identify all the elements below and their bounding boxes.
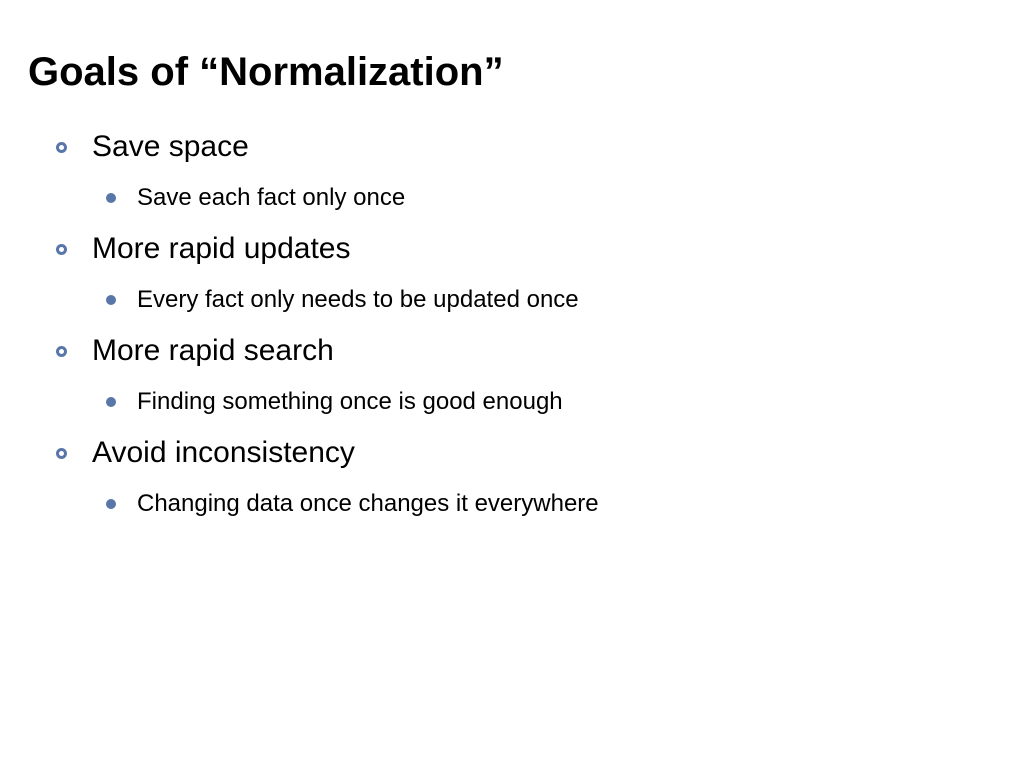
sub-bullet-item <box>106 182 405 214</box>
sub-bullet-text: Every fact only needs to be updated once <box>137 286 579 313</box>
bullet-item-save-space <box>56 127 249 167</box>
bullet-item-rapid-updates <box>56 229 351 269</box>
bullet-text: More rapid search <box>92 334 334 367</box>
bullet-text: Save space <box>92 130 249 163</box>
bullet-text: More rapid updates <box>92 232 351 265</box>
bullet-item-rapid-search <box>56 331 334 371</box>
sub-bullet-text: Save each fact only once <box>137 184 406 211</box>
slide-title: Goals of “Normalization” <box>28 50 504 94</box>
dot-bullet-icon <box>106 295 116 305</box>
dot-bullet-icon <box>106 397 116 407</box>
dot-bullet-icon <box>106 193 116 203</box>
sub-bullet-item <box>106 488 599 520</box>
sub-bullet-item <box>106 386 563 418</box>
sub-bullet-text: Changing data once changes it everywhere <box>137 490 599 517</box>
ring-bullet-icon <box>56 448 67 459</box>
ring-bullet-icon <box>56 244 67 255</box>
bullet-item-avoid-inconsistency <box>56 433 355 473</box>
dot-bullet-icon <box>106 499 116 509</box>
bullet-text: Avoid inconsistency <box>92 436 355 469</box>
ring-bullet-icon <box>56 346 67 357</box>
ring-bullet-icon <box>56 142 67 153</box>
sub-bullet-text: Finding something once is good enough <box>137 388 563 415</box>
sub-bullet-item <box>106 284 579 316</box>
